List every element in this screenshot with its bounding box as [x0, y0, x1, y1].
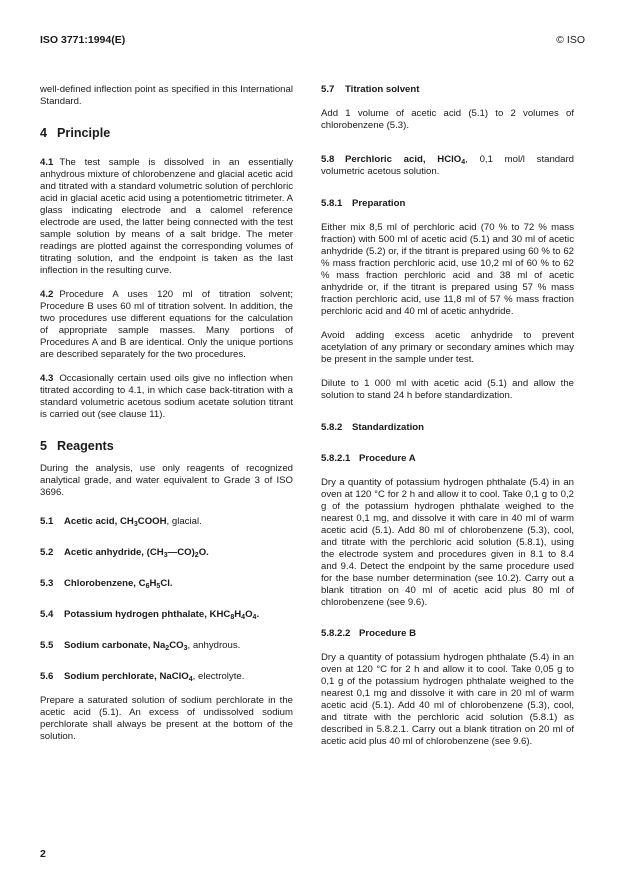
section-5-8-1-heading: 5.8.1 Preparation: [321, 198, 406, 209]
continuation-paragraph: well-defined inflection point as specified in this International Standard.: [40, 84, 293, 107]
section-4-heading: 4 Principle: [40, 126, 111, 140]
section-5-8-heading: 5.8 Perchloric acid, HClO$_4$, 0,1 mol/l standard volumetric acetous solution.: [321, 154, 574, 177]
left-column: [40, 84, 293, 743]
right-column: [321, 84, 574, 748]
paragraph-4-2: 4.2 Procedure A uses 120 ml of titration solvent; Procedure B uses 60 ml of titration solvent. In addition, the two procedures use different equations for the calculation of appropriate sample masses. Many portions of Procedures A and B are identical. Only the unique portions are described separately for the two procedures.: [40, 289, 293, 360]
reagent-5-6: 5.6 Sodium perchlorate, NaClO$_4$, electrolyte.: [40, 671, 245, 683]
page-number: 2: [40, 848, 46, 860]
copyright-notice: © ISO: [556, 34, 585, 46]
reagent-5-2: 5.2 Acetic anhydride, $(CH_3—CO)_2O$.: [40, 547, 209, 559]
paragraph-4-1: 4.1 The test sample is dissolved in an essentially anhydrous mixture of chlorobenzene and glacial acetic acid and titrated with a standard volumetric solution of perchloric acid in glacial acetic acid using a potentiometric titrimeter. A glass indicating electrode and a calomel reference electrode are used, the latter being connected with the test sample solution by means of a salt bridge. The meter readings are plotted against the corresponding volumes of titrating solution, and the endpoint is taken as the last inflection in the resulting curve.: [40, 157, 293, 276]
section-5-heading: 5 Reagents: [40, 439, 114, 453]
procedure-a-paragraph: Dry a quantity of potassium hydrogen phthalate (5.4) in an oven at 120 °C for 2 h and allow it to cool. Take 0,1 g to 0,2 g of the potassium hydrogen phthalate weighed to the nearest 0,1 mg, and dissolve it with care in 40 ml of warm acetic acid (5.1). Add 80 ml of chlorobenzene (5.3), cool, and titrate with the perchloric acid solution (5.8.1), using the electrode system and procedures given in 8.1 to 8.4 and 9.4. Detect the endpoint by the same procedure used for the base number determination (see 10.2). Carry out a blank titration on 40 ml of acetic acid plus 80 ml of chlorobenzene (see 9.6).: [321, 477, 574, 608]
preparation-paragraph-3: Dilute to 1 000 ml with acetic acid (5.1) and allow the solution to stand 24 h before standardization.: [321, 378, 574, 401]
reagents-intro: During the analysis, use only reagents of recognized analytical grade, and water equivalent to Grade 3 of ISO 3696.: [40, 463, 293, 498]
sodium-perchlorate-paragraph: Prepare a saturated solution of sodium perchlorate in the acetic acid (5.1). An excess of undissolved sodium perchlorate shall always be present at the bottom of the solution.: [40, 695, 293, 742]
section-5-8-2-heading: 5.8.2 Standardization: [321, 422, 424, 433]
reagent-5-3: 5.3 Chlorobenzene, $C_6H_5Cl$.: [40, 578, 173, 590]
preparation-paragraph-1: Either mix 8,5 ml of perchloric acid (70 % to 72 % mass fraction) with 500 ml of acetic acid (5.1) and 30 ml of acetic anhydride (5.2) or, if the titrant is prepared using 60 % to 62 % mass fraction perchloric acid, use 10,2 ml of 60 % to 62 % mass fraction perchloric acid and 38 ml of acetic anhydride or, if the titrant is prepared using 57 % mass fraction perchloric acid, use 11,8 ml of 57 % mass fraction perchloric acid and 40 ml of acetic anhydride.: [321, 222, 574, 317]
section-5-8-2-1-heading: 5.8.2.1 Procedure A: [321, 453, 416, 464]
reagent-5-5: 5.5 Sodium carbonate, $Na_2CO_3$, anhydrous.: [40, 640, 241, 652]
reagent-5-1: 5.1 Acetic acid, $CH_3COOH$, glacial.: [40, 516, 202, 528]
paragraph-5-7: Add 1 volume of acetic acid (5.1) to 2 volumes of chlorobenzene (5.3).: [321, 108, 574, 131]
section-5-7-heading: 5.7 Titration solvent: [321, 84, 420, 95]
standard-id: ISO 3771:1994(E): [40, 34, 126, 46]
paragraph-4-3: 4.3 Occasionally certain used oils give no inflection when titrated according to 4.1, in which case back-titration with a standard volumetric acetous sodium acetate solution titrant is carried out (see clause 11).: [40, 373, 293, 420]
procedure-b-paragraph: Dry a quantity of potassium hydrogen phthalate (5.4) in an oven at 120 °C for 2 h and allow it to cool. Take 0,05 g to 0,1 g of the potassium hydrogen phthalate weighed to the nearest 0,1 mg and dissolve it with care in 20 ml of warm acetic acid (5.1). Add 40 ml of chlorobenzene (5.3), cool, and titrate with the perchloric acid solution (5.8.1) as described in 5.8.2.1. Carry out a blank titration on 20 ml of acetic acid plus 40 ml of chlorobenzene (see 9.6).: [321, 652, 574, 747]
section-5-8-2-2-heading: 5.8.2.2 Procedure B: [321, 628, 417, 639]
preparation-paragraph-2: Avoid adding excess acetic anhydride to prevent acetylation of any primary or secondary amines which may be present in the sample under test.: [321, 330, 574, 365]
reagent-5-4: 5.4 Potassium hydrogen phthalate, $KHC_8H_4O_4$.: [40, 609, 260, 621]
